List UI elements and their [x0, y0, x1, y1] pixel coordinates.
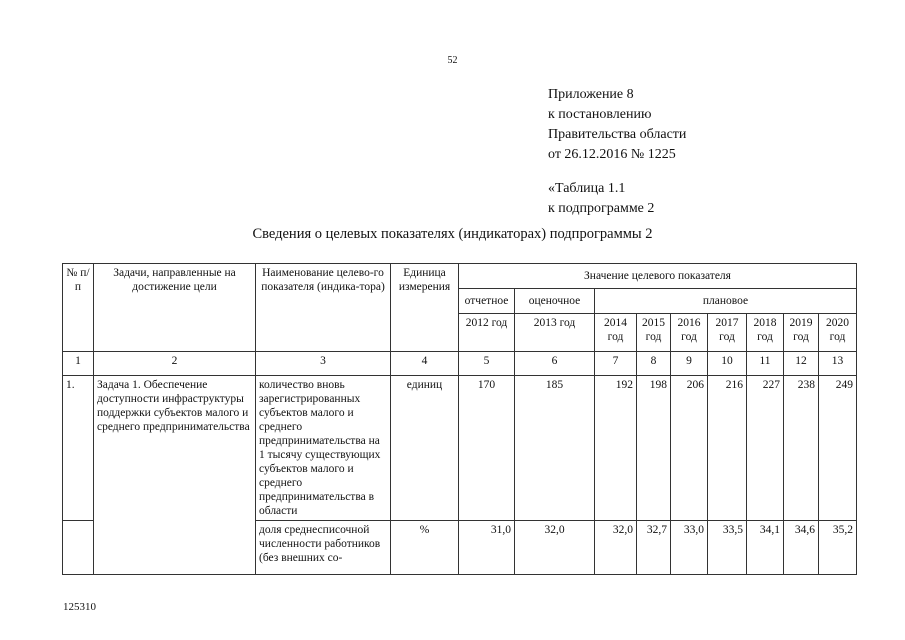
header-year: 2012 год [459, 314, 515, 352]
row-value: 192 [595, 376, 637, 521]
table-ref-line: к подпрограмме 2 [548, 201, 655, 216]
row-value: 34,6 [784, 521, 819, 575]
row-value: 34,1 [747, 521, 784, 575]
header-unit: Единица измерения [391, 264, 459, 352]
header-year: 2015 год [637, 314, 671, 352]
indicators-table [62, 263, 857, 575]
row-num [63, 521, 94, 575]
table-row [63, 376, 857, 521]
header-planned: плановое [595, 289, 857, 314]
header-year: 2020 год [819, 314, 857, 352]
header-year: 2013 год [515, 314, 595, 352]
header-value: Значение целевого показателя [459, 264, 857, 289]
row-value: 35,2 [819, 521, 857, 575]
column-number: 5 [459, 352, 515, 376]
column-number: 7 [595, 352, 637, 376]
header-num: № п/п [63, 264, 94, 352]
page-number: 52 [447, 55, 458, 66]
footer-code: 125310 [63, 601, 96, 613]
row-value: 31,0 [459, 521, 515, 575]
row-value: 170 [459, 376, 515, 521]
row-indicator: количество вновь зарегистрированных субъектов малого и среднего предпринимательства на 1 тысячу существующих субъектов малого и среднего предпринимательства в области [256, 376, 391, 521]
row-value: 206 [671, 376, 708, 521]
appendix-line: от 26.12.2016 № 1225 [548, 147, 676, 162]
column-number: 3 [256, 352, 391, 376]
column-number: 13 [819, 352, 857, 376]
table-ref-line: «Таблица 1.1 [548, 181, 626, 196]
header-year: 2017 год [708, 314, 747, 352]
document-title: Сведения о целевых показателях (индикаторах) подпрограммы 2 [252, 226, 653, 242]
row-value: 32,7 [637, 521, 671, 575]
column-number: 10 [708, 352, 747, 376]
row-unit: единиц [391, 376, 459, 521]
header-indicator: Наименование целево-го показателя (индика-тора) [256, 264, 391, 352]
row-value: 32,0 [515, 521, 595, 575]
header-tasks: Задачи, направленные на достижение цели [94, 264, 256, 352]
appendix-block [548, 85, 686, 219]
header-estimated: оценочное [515, 289, 595, 314]
header-year: 2019 год [784, 314, 819, 352]
column-number: 11 [747, 352, 784, 376]
header-reported: отчетное [459, 289, 515, 314]
row-value: 216 [708, 376, 747, 521]
column-number: 9 [671, 352, 708, 376]
appendix-line: Приложение 8 [548, 87, 634, 102]
column-number: 6 [515, 352, 595, 376]
row-value: 238 [784, 376, 819, 521]
row-value: 249 [819, 376, 857, 521]
column-number: 1 [63, 352, 94, 376]
appendix-line: Правительства области [548, 127, 687, 142]
header-year: 2014 год [595, 314, 637, 352]
column-number: 2 [94, 352, 256, 376]
header-year: 2016 год [671, 314, 708, 352]
row-value: 33,5 [708, 521, 747, 575]
header-year: 2018 год [747, 314, 784, 352]
row-num: 1. [63, 376, 94, 521]
row-unit: % [391, 521, 459, 575]
row-value: 33,0 [671, 521, 708, 575]
appendix-line: к постановлению [548, 107, 652, 122]
column-number: 12 [784, 352, 819, 376]
row-value: 227 [747, 376, 784, 521]
row-value: 198 [637, 376, 671, 521]
row-value: 185 [515, 376, 595, 521]
column-number: 4 [391, 352, 459, 376]
row-value: 32,0 [595, 521, 637, 575]
column-number: 8 [637, 352, 671, 376]
row-indicator: доля среднесписочной численности работников (без внешних со- [256, 521, 391, 575]
row-task: Задача 1. Обеспечение доступности инфраструктуры поддержки субъектов малого и среднего предпринимательства [94, 376, 256, 575]
